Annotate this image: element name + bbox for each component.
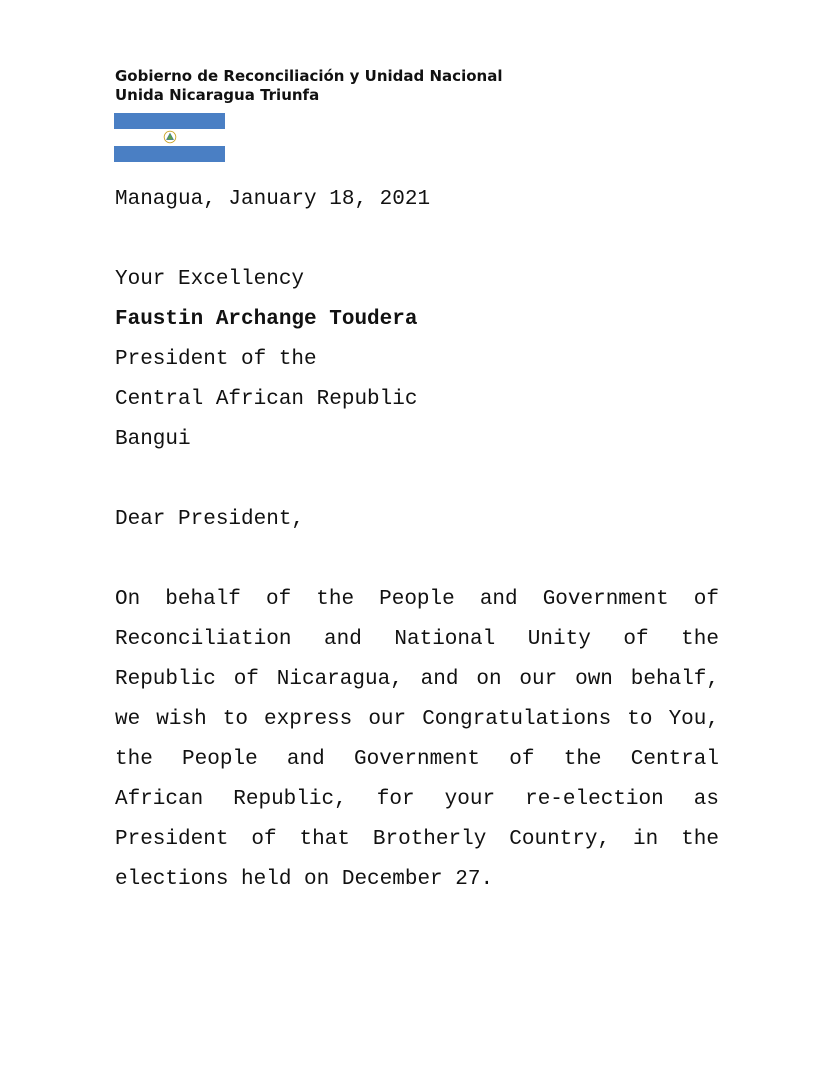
- recipient-salutation-title: Your Excellency: [115, 268, 305, 291]
- recipient-name: Faustin Archange Toudera: [115, 308, 418, 331]
- letter-greeting: Dear President,: [115, 508, 305, 531]
- recipient-title-line1: President of the: [115, 348, 317, 371]
- recipient-title-line2: Central African Republic: [115, 388, 418, 411]
- nicaragua-flag-icon: [114, 113, 225, 162]
- recipient-city: Bangui: [115, 428, 191, 451]
- letter-paragraph: On behalf of the People and Government of Reconciliation and National Unity of the Republic of Nicaragua, and on our own behalf, we wish to express our Congratulations to You, the People and Government of the Central African Republic, for your re-election as President of that Brotherly Country, in the elections held on December 27.: [115, 588, 719, 891]
- flag-middle-band: [114, 129, 225, 145]
- letterhead-slogan: Unida Nicaragua Triunfa: [115, 86, 320, 104]
- flag-top-band: [114, 113, 225, 129]
- letterhead: [115, 67, 502, 105]
- coat-of-arms-icon: [163, 131, 177, 144]
- letter-date: Managua, January 18, 2021: [115, 188, 431, 211]
- flag-bottom-band: [114, 146, 225, 162]
- letter-body: [115, 180, 719, 900]
- letterhead-government-name: Gobierno de Reconciliación y Unidad Nacional: [115, 67, 503, 85]
